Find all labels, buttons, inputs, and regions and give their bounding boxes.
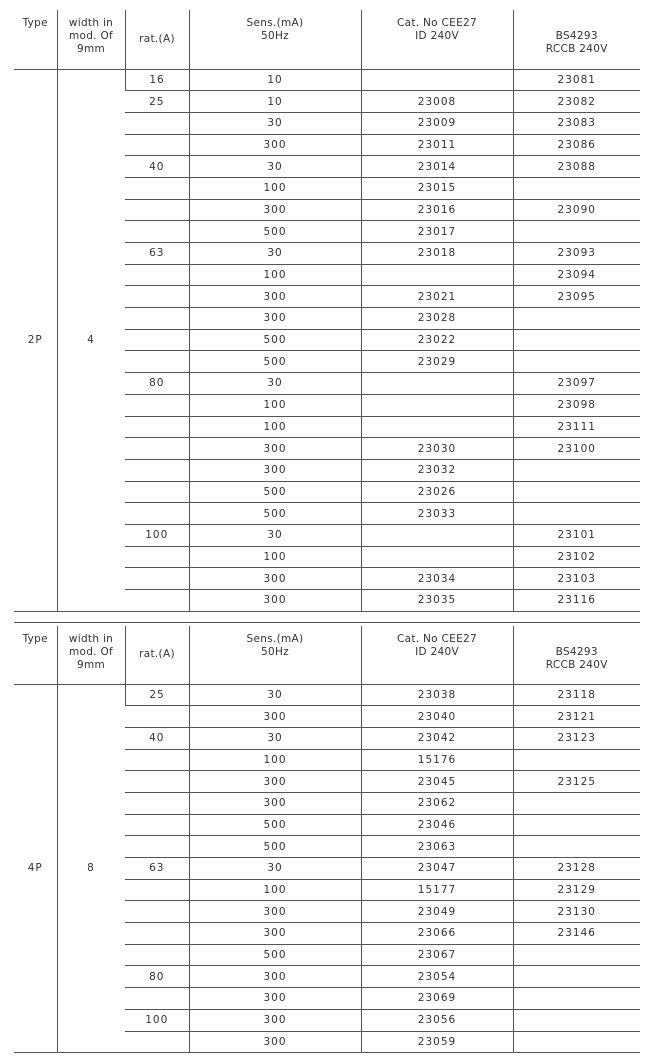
cell-rating <box>125 814 189 836</box>
cell-cat-no: 23046 <box>361 814 513 836</box>
cell-cat-no: 23045 <box>361 771 513 793</box>
cell-bs4293: 23086 <box>513 134 640 156</box>
cell-cat-no: 23011 <box>361 134 513 156</box>
cell-bs4293: 23100 <box>513 438 640 460</box>
cell-rating <box>125 394 189 416</box>
cell-sensitivity: 100 <box>189 749 361 771</box>
cell-sensitivity: 30 <box>189 858 361 880</box>
cell-sensitivity: 300 <box>189 459 361 481</box>
cell-bs4293 <box>513 177 640 199</box>
cell-sensitivity: 30 <box>189 684 361 706</box>
cell-cat-no: 23035 <box>361 590 513 612</box>
cell-bs4293: 23093 <box>513 243 640 265</box>
cell-rating <box>125 459 189 481</box>
cell-bs4293 <box>513 792 640 814</box>
header-rating: rat.(A) <box>125 626 189 684</box>
cell-sensitivity: 300 <box>189 1031 361 1053</box>
cell-rating <box>125 923 189 945</box>
cell-cat-no: 23049 <box>361 901 513 923</box>
cell-sensitivity: 500 <box>189 481 361 503</box>
cell-cat-no: 23032 <box>361 459 513 481</box>
cell-cat-no: 23033 <box>361 503 513 525</box>
cell-sensitivity: 300 <box>189 199 361 221</box>
cell-rating <box>125 879 189 901</box>
cell-cat-no: 23038 <box>361 684 513 706</box>
cell-sensitivity: 100 <box>189 394 361 416</box>
cell-bs4293: 23081 <box>513 69 640 91</box>
cell-rating: 40 <box>125 156 189 178</box>
cell-sensitivity: 100 <box>189 177 361 199</box>
cell-cat-no: 23054 <box>361 966 513 988</box>
header-bs4293: BS4293 RCCB 240V <box>513 626 640 684</box>
header-bs4293: BS4293 RCCB 240V <box>513 10 640 69</box>
cell-rating <box>125 590 189 612</box>
cell-sensitivity: 30 <box>189 524 361 546</box>
cell-bs4293: 23130 <box>513 901 640 923</box>
cell-rating <box>125 351 189 373</box>
table-row <box>14 69 640 91</box>
cell-bs4293: 23129 <box>513 879 640 901</box>
cell-sensitivity: 300 <box>189 568 361 590</box>
cell-rating <box>125 264 189 286</box>
cell-cat-no: 23067 <box>361 944 513 966</box>
cell-sensitivity: 500 <box>189 351 361 373</box>
cell-rating <box>125 988 189 1010</box>
cell-rating <box>125 286 189 308</box>
cell-rating <box>125 901 189 923</box>
cell-width: 4 <box>57 69 125 611</box>
cell-rating <box>125 944 189 966</box>
cell-sensitivity: 300 <box>189 988 361 1010</box>
cell-bs4293: 23146 <box>513 923 640 945</box>
cell-rating: 40 <box>125 727 189 749</box>
cell-rating <box>125 771 189 793</box>
cell-rating: 100 <box>125 1009 189 1031</box>
cell-bs4293: 23102 <box>513 546 640 568</box>
cell-bs4293 <box>513 351 640 373</box>
cell-rating <box>125 706 189 728</box>
cell-sensitivity: 30 <box>189 112 361 134</box>
table-header-row <box>14 10 640 69</box>
cell-bs4293 <box>513 988 640 1010</box>
cell-cat-no: 23069 <box>361 988 513 1010</box>
rccb-table-4p <box>14 626 640 1053</box>
cell-cat-no: 15177 <box>361 879 513 901</box>
cell-rating: 80 <box>125 966 189 988</box>
rccb-table-2p <box>14 10 640 612</box>
cell-cat-no: 23014 <box>361 156 513 178</box>
cell-sensitivity: 300 <box>189 1009 361 1031</box>
cell-cat-no: 23056 <box>361 1009 513 1031</box>
cell-bs4293 <box>513 481 640 503</box>
cell-cat-no: 23063 <box>361 836 513 858</box>
header-rating: rat.(A) <box>125 10 189 69</box>
header-sensitivity: Sens.(mA) 50Hz <box>189 10 361 69</box>
cell-cat-no: 23021 <box>361 286 513 308</box>
cell-bs4293: 23082 <box>513 91 640 113</box>
cell-cat-no: 23066 <box>361 923 513 945</box>
cell-bs4293 <box>513 221 640 243</box>
cell-cat-no: 23022 <box>361 329 513 351</box>
cell-cat-no <box>361 524 513 546</box>
cell-cat-no: 23030 <box>361 438 513 460</box>
cell-rating <box>125 177 189 199</box>
header-sensitivity: Sens.(mA) 50Hz <box>189 626 361 684</box>
cell-cat-no: 23026 <box>361 481 513 503</box>
cell-bs4293 <box>513 503 640 525</box>
cell-rating <box>125 221 189 243</box>
cell-bs4293: 23125 <box>513 771 640 793</box>
cell-sensitivity: 300 <box>189 792 361 814</box>
cell-bs4293 <box>513 944 640 966</box>
cell-sensitivity: 10 <box>189 69 361 91</box>
cell-rating <box>125 481 189 503</box>
cell-cat-no: 23059 <box>361 1031 513 1053</box>
header-width: width in mod. Of 9mm <box>57 10 125 69</box>
cell-cat-no: 23017 <box>361 221 513 243</box>
cell-cat-no <box>361 373 513 395</box>
header-type: Type <box>14 626 57 684</box>
cell-rating <box>125 1031 189 1053</box>
cell-cat-no <box>361 546 513 568</box>
header-width: width in mod. Of 9mm <box>57 626 125 684</box>
cell-sensitivity: 500 <box>189 503 361 525</box>
cell-sensitivity: 100 <box>189 546 361 568</box>
table-divider <box>14 622 640 623</box>
cell-rating <box>125 568 189 590</box>
cell-cat-no: 23040 <box>361 706 513 728</box>
cell-cat-no: 15176 <box>361 749 513 771</box>
cell-cat-no: 23018 <box>361 243 513 265</box>
cell-sensitivity: 300 <box>189 901 361 923</box>
cell-cat-no: 23028 <box>361 308 513 330</box>
cell-rating <box>125 546 189 568</box>
cell-sensitivity: 500 <box>189 836 361 858</box>
cell-bs4293: 23098 <box>513 394 640 416</box>
cell-sensitivity: 500 <box>189 944 361 966</box>
cell-sensitivity: 300 <box>189 771 361 793</box>
cell-rating <box>125 836 189 858</box>
cell-bs4293: 23101 <box>513 524 640 546</box>
cell-sensitivity: 300 <box>189 134 361 156</box>
cell-sensitivity: 300 <box>189 966 361 988</box>
cell-bs4293: 23088 <box>513 156 640 178</box>
cell-rating <box>125 112 189 134</box>
header-cat-no: Cat. No CEE27 ID 240V <box>361 626 513 684</box>
cell-rating <box>125 749 189 771</box>
cell-sensitivity: 300 <box>189 590 361 612</box>
cell-cat-no: 23047 <box>361 858 513 880</box>
cell-cat-no <box>361 264 513 286</box>
cell-cat-no: 23062 <box>361 792 513 814</box>
header-cat-no: Cat. No CEE27 ID 240V <box>361 10 513 69</box>
cell-sensitivity: 500 <box>189 814 361 836</box>
cell-bs4293: 23111 <box>513 416 640 438</box>
table-row <box>14 684 640 706</box>
cell-bs4293 <box>513 966 640 988</box>
cell-rating: 100 <box>125 524 189 546</box>
cell-bs4293: 23118 <box>513 684 640 706</box>
cell-bs4293 <box>513 1031 640 1053</box>
cell-bs4293 <box>513 459 640 481</box>
cell-cat-no <box>361 69 513 91</box>
cell-bs4293 <box>513 749 640 771</box>
cell-bs4293: 23090 <box>513 199 640 221</box>
cell-bs4293: 23128 <box>513 858 640 880</box>
cell-sensitivity: 30 <box>189 373 361 395</box>
cell-cat-no: 23015 <box>361 177 513 199</box>
cell-cat-no: 23034 <box>361 568 513 590</box>
cell-sensitivity: 30 <box>189 243 361 265</box>
cell-rating <box>125 438 189 460</box>
cell-cat-no: 23042 <box>361 727 513 749</box>
cell-bs4293: 23095 <box>513 286 640 308</box>
cell-rating: 16 <box>125 69 189 91</box>
cell-bs4293: 23116 <box>513 590 640 612</box>
cell-cat-no <box>361 416 513 438</box>
cell-type: 2P <box>14 69 57 611</box>
cell-rating <box>125 199 189 221</box>
cell-rating <box>125 134 189 156</box>
cell-bs4293 <box>513 329 640 351</box>
cell-width: 8 <box>57 684 125 1053</box>
cell-rating <box>125 792 189 814</box>
cell-cat-no <box>361 394 513 416</box>
cell-sensitivity: 10 <box>189 91 361 113</box>
cell-bs4293: 23123 <box>513 727 640 749</box>
cell-bs4293 <box>513 308 640 330</box>
cell-sensitivity: 300 <box>189 308 361 330</box>
table-header-row <box>14 626 640 684</box>
cell-bs4293: 23094 <box>513 264 640 286</box>
cell-cat-no: 23009 <box>361 112 513 134</box>
cell-rating: 80 <box>125 373 189 395</box>
cell-rating: 25 <box>125 91 189 113</box>
cell-type: 4P <box>14 684 57 1053</box>
cell-sensitivity: 500 <box>189 221 361 243</box>
cell-rating <box>125 329 189 351</box>
cell-rating <box>125 416 189 438</box>
cell-cat-no: 23016 <box>361 199 513 221</box>
cell-sensitivity: 500 <box>189 329 361 351</box>
cell-sensitivity: 30 <box>189 727 361 749</box>
cell-rating <box>125 503 189 525</box>
cell-sensitivity: 300 <box>189 286 361 308</box>
cell-sensitivity: 300 <box>189 706 361 728</box>
cell-sensitivity: 300 <box>189 438 361 460</box>
cell-rating: 63 <box>125 858 189 880</box>
cell-bs4293 <box>513 836 640 858</box>
cell-sensitivity: 100 <box>189 416 361 438</box>
cell-bs4293: 23121 <box>513 706 640 728</box>
cell-bs4293: 23083 <box>513 112 640 134</box>
cell-rating <box>125 308 189 330</box>
cell-cat-no: 23008 <box>361 91 513 113</box>
cell-cat-no: 23029 <box>361 351 513 373</box>
cell-bs4293: 23103 <box>513 568 640 590</box>
cell-sensitivity: 100 <box>189 264 361 286</box>
cell-sensitivity: 100 <box>189 879 361 901</box>
cell-bs4293: 23097 <box>513 373 640 395</box>
cell-rating: 63 <box>125 243 189 265</box>
cell-sensitivity: 30 <box>189 156 361 178</box>
cell-bs4293 <box>513 814 640 836</box>
header-type: Type <box>14 10 57 69</box>
cell-sensitivity: 300 <box>189 923 361 945</box>
cell-rating: 25 <box>125 684 189 706</box>
cell-bs4293 <box>513 1009 640 1031</box>
